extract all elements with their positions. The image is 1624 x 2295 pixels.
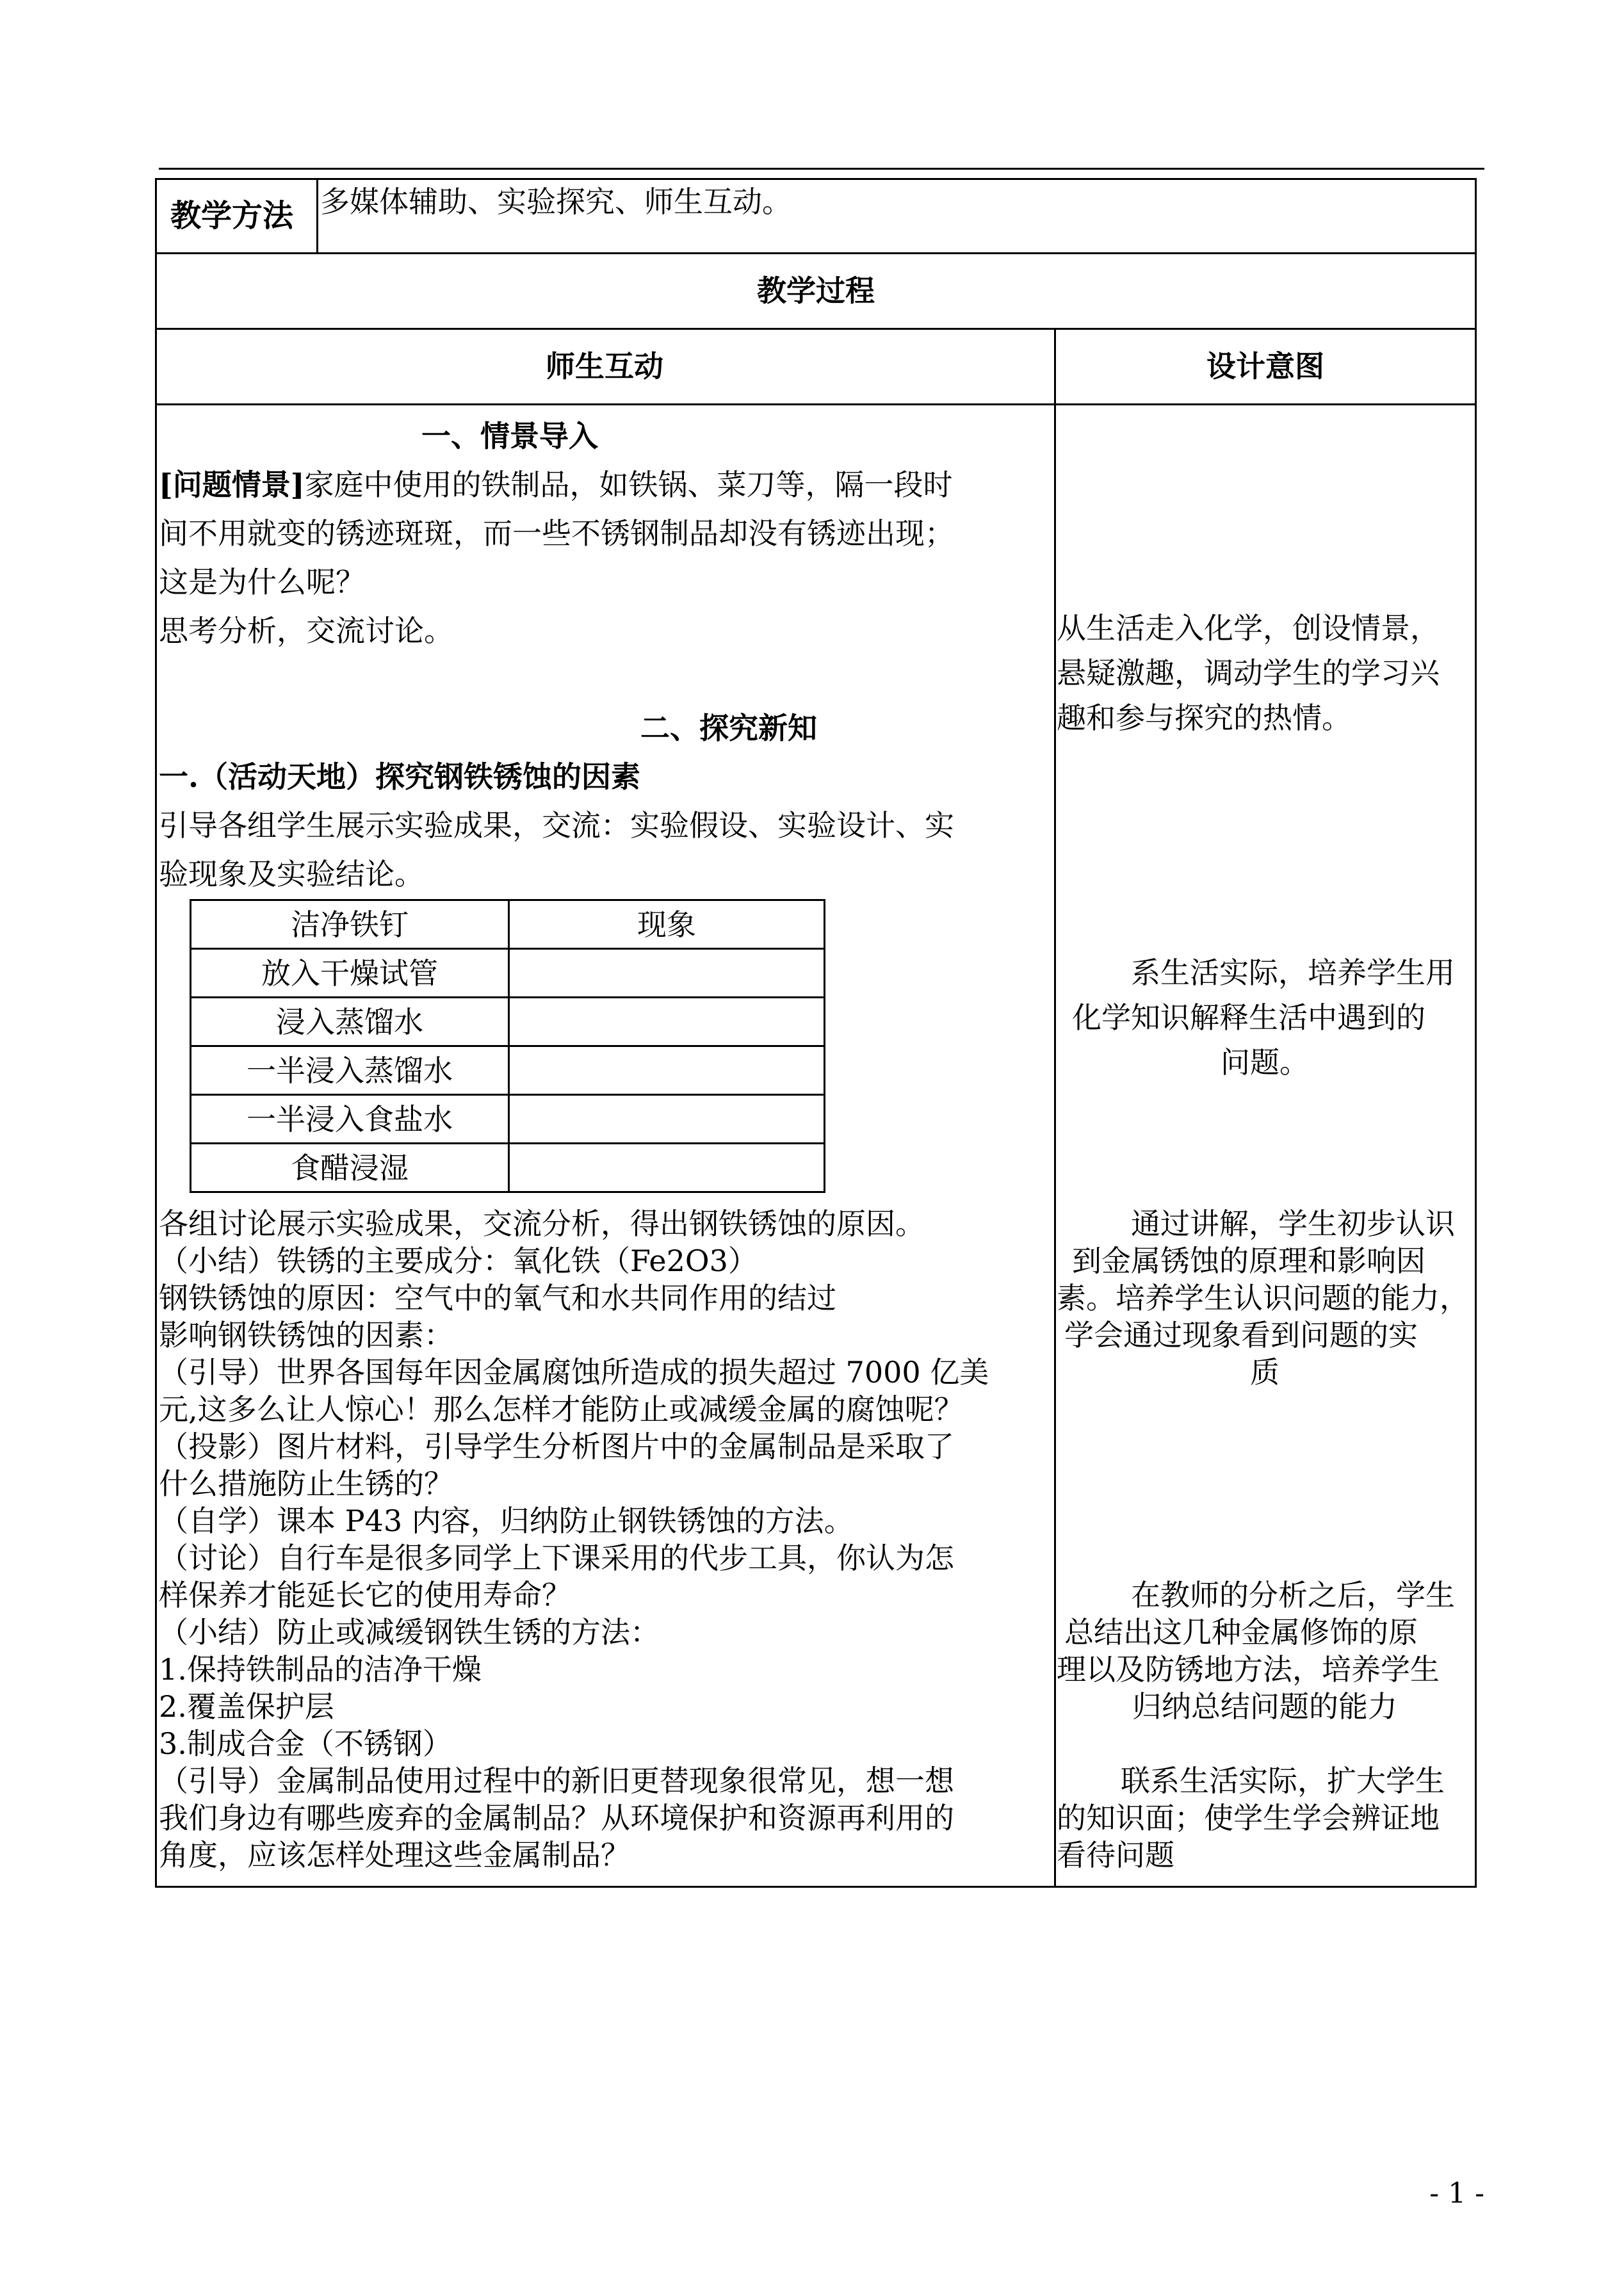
intent-line: 通过讲解，学生初步认识 — [1131, 1206, 1455, 1241]
intent-line: 总结出这几种金属修饰的原 — [1064, 1615, 1418, 1650]
body-line: （引导）金属制品使用过程中的新旧更替现象很常见，想一想 — [159, 1764, 954, 1798]
problem-line-2: 间不用就变的锈迹斑斑，而一些不锈钢制品却没有锈迹出现； — [159, 516, 954, 551]
row-divider — [155, 252, 1477, 254]
table-row — [191, 900, 825, 949]
body-line: （讨论）自行车是很多同学上下课采用的代步工具，你认为怎 — [159, 1541, 954, 1575]
page-number: - 1 - — [1429, 2177, 1484, 2210]
body-line: （自学）课本 P43 内容，归纳防止钢铁锈蚀的方法。 — [159, 1504, 854, 1538]
body-line: 影响钢铁锈蚀的因素： — [159, 1318, 453, 1352]
intent-line: 学会通过现象看到问题的实 — [1064, 1318, 1418, 1352]
guide-line-1: 引导各组学生展示实验成果，交流：实验假设、实验设计、实 — [159, 808, 954, 843]
table-cell-empty — [509, 1046, 825, 1095]
intent-line: 归纳总结问题的能力 — [1132, 1689, 1397, 1724]
intent-line: 悬疑激趣，调动学生的学习兴 — [1057, 656, 1440, 690]
intent-block-2 — [1057, 950, 1473, 1085]
method-col-divider — [316, 178, 318, 252]
intent-block-1 — [1057, 606, 1473, 740]
section-title-intro: 一、情景导入 — [421, 419, 598, 453]
body-line: （投影）图片材料，引导学生分析图片中的金属制品是采取了 — [159, 1429, 954, 1464]
col-header-interaction: 师生互动 — [546, 349, 663, 384]
intent-line: 问题。 — [1221, 1045, 1309, 1080]
body-line: 我们身边有哪些废弃的金属制品？从环境保护和资源再利用的 — [159, 1801, 954, 1835]
table-row — [191, 998, 825, 1046]
body-line: （小结）铁锈的主要成分：氧化铁（Fe2O3） — [159, 1244, 758, 1278]
problem-line-3: 这是为什么呢？ — [159, 565, 365, 599]
main-col-divider — [1054, 328, 1056, 1888]
body-line: 样保养才能延长它的使用寿命？ — [159, 1578, 571, 1612]
intent-line: 质 — [1250, 1355, 1279, 1390]
activity-title: 一.（活动天地）探究钢铁锈蚀的因素 — [159, 759, 641, 794]
after-table-line: 各组讨论展示实验成果，交流分析，得出钢铁锈蚀的原因。 — [159, 1206, 925, 1241]
body-line: （引导）世界各国每年因金属腐蚀所造成的损失超过 7000 亿美 — [159, 1355, 989, 1390]
section-title-explore: 二、探究新知 — [640, 711, 817, 745]
header-rule — [159, 168, 1484, 170]
table-cell-condition: 食醋浸湿 — [191, 1144, 509, 1192]
table-cell-empty — [509, 998, 825, 1046]
intent-line: 在教师的分析之后，学生 — [1131, 1578, 1455, 1612]
body-line: 钢铁锈蚀的原因：空气中的氧气和水共同作用的结过 — [159, 1281, 836, 1315]
method-label: 教学方法 — [170, 198, 294, 234]
intent-line: 联系生活实际，扩大学生 — [1121, 1764, 1445, 1798]
col-header-intent: 设计意图 — [1206, 349, 1324, 384]
body-line: （小结）防止或减缓钢铁生锈的方法： — [159, 1615, 660, 1650]
experiment-table — [190, 899, 825, 1193]
problem-tag: [问题情景] — [159, 467, 305, 502]
intent-line: 趣和参与探究的热情。 — [1057, 701, 1351, 735]
table-cell-empty — [509, 949, 825, 998]
table-cell-empty — [509, 1095, 825, 1144]
process-title: 教学过程 — [757, 273, 875, 308]
body-line: 3.制成合金（不锈钢） — [159, 1726, 452, 1761]
intent-line: 看待问题 — [1057, 1838, 1174, 1872]
intent-line: 的知识面；使学生学会辨证地 — [1057, 1801, 1440, 1835]
intent-block-5 — [1057, 1762, 1473, 1874]
body-line: 1.保持铁制品的洁净干燥 — [159, 1652, 482, 1687]
body-line: 什么措施防止生锈的？ — [159, 1466, 453, 1501]
table-cell-condition: 一半浸入蒸馏水 — [191, 1046, 509, 1095]
table-cell-condition: 放入干燥试管 — [191, 949, 509, 998]
intent-line: 化学知识解释生活中遇到的 — [1072, 1000, 1425, 1035]
problem-text: 家庭中使用的铁制品，如铁锅、菜刀等，隔一段时 — [304, 467, 953, 502]
body-line: 元,这多么让人惊心！那么怎样才能防止或减缓金属的腐蚀呢？ — [159, 1392, 964, 1427]
table-cell-condition: 浸入蒸馏水 — [191, 998, 509, 1046]
intent-line: 理以及防锈地方法，培养学生 — [1057, 1652, 1440, 1687]
row-divider — [155, 328, 1477, 330]
table-row — [191, 1144, 825, 1192]
table-row — [191, 1046, 825, 1095]
table-row — [191, 1095, 825, 1144]
body-line: 2.覆盖保护层 — [159, 1689, 334, 1724]
method-value: 多媒体辅助、实验探究、师生互动。 — [320, 184, 792, 219]
problem-line-1 — [159, 460, 953, 510]
body-line: 角度，应该怎样处理这些金属制品？ — [159, 1838, 630, 1872]
table-header-phenomenon: 现象 — [509, 900, 825, 949]
intent-line: 素。培养学生认识问题的能力， — [1057, 1281, 1469, 1315]
intent-block-3 — [1057, 1205, 1473, 1391]
row-divider — [155, 403, 1477, 405]
intent-block-4 — [1057, 1577, 1473, 1725]
intent-line: 到金属锈蚀的原理和影响因 — [1072, 1244, 1425, 1278]
table-row — [191, 949, 825, 998]
table-cell-empty — [509, 1144, 825, 1192]
guide-line-2: 验现象及实验结论。 — [159, 857, 424, 891]
think-line: 思考分析，交流讨论。 — [159, 613, 453, 648]
intent-line: 从生活走入化学，创设情景， — [1057, 611, 1440, 645]
table-header-nail: 洁净铁钉 — [191, 900, 509, 949]
intent-line: 系生活实际，培养学生用 — [1131, 955, 1455, 990]
table-cell-condition: 一半浸入食盐水 — [191, 1095, 509, 1144]
